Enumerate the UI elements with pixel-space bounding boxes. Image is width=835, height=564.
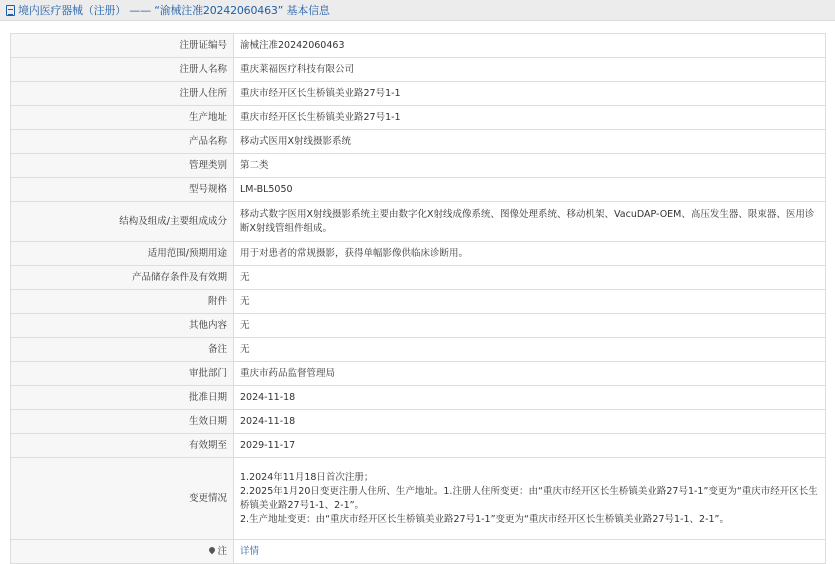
row-label: 结构及组成/主要组成成分 bbox=[11, 202, 234, 242]
row-label: 产品储存条件及有效期 bbox=[11, 266, 234, 290]
change-entry: 1.2024年11月18日首次注册； bbox=[240, 471, 374, 483]
row-production-address bbox=[11, 106, 826, 130]
row-product-name bbox=[11, 130, 826, 154]
row-label: 注册人名称 bbox=[11, 58, 234, 82]
change-entry: 2.2025年1月20日变更注册人住所、生产地址。1.注册人住所变更：由“重庆市经开区长生桥镇美业路27号1-1”变更为“重庆市经开区长生桥镇美业路27号1-1、2-1”。 bbox=[240, 485, 818, 511]
row-value: 无 bbox=[234, 290, 826, 314]
row-label: 管理类别 bbox=[11, 154, 234, 178]
row-label: 型号规格 bbox=[11, 178, 234, 202]
row-valid-until bbox=[11, 434, 826, 458]
row-value: 重庆市经开区长生桥镇美业路27号1-1 bbox=[234, 82, 826, 106]
row-label: 注册证编号 bbox=[11, 34, 234, 58]
row-label bbox=[11, 540, 234, 564]
device-info-table bbox=[10, 33, 826, 564]
row-label: 变更情况 bbox=[11, 458, 234, 540]
row-label: 注册人住所 bbox=[11, 82, 234, 106]
page-header bbox=[0, 0, 835, 21]
row-value: 第二类 bbox=[234, 154, 826, 178]
row-intended-use bbox=[11, 242, 826, 266]
row-value bbox=[234, 540, 826, 564]
row-label: 有效期至 bbox=[11, 434, 234, 458]
row-registrant-address bbox=[11, 82, 826, 106]
row-structure-composition bbox=[11, 202, 826, 242]
details-link[interactable]: 详情 bbox=[240, 545, 260, 557]
row-value: 无 bbox=[234, 314, 826, 338]
row-management-class bbox=[11, 154, 826, 178]
row-value: 2029-11-17 bbox=[234, 434, 826, 458]
row-value: 重庆市经开区长生桥镇美业路27号1-1 bbox=[234, 106, 826, 130]
row-value: 无 bbox=[234, 338, 826, 362]
row-label: 适用范围/预期用途 bbox=[11, 242, 234, 266]
page-title: 境内医疗器械（注册） —— “渝械注准20242060463” 基本信息 bbox=[18, 4, 330, 17]
row-registration-number bbox=[11, 34, 826, 58]
change-entry: 2.生产地址变更：由“重庆市经开区长生桥镇美业路27号1-1”变更为“重庆市经开区长生桥镇美业路27号1-1、2-1”。 bbox=[240, 513, 729, 525]
row-label: 生产地址 bbox=[11, 106, 234, 130]
row-value: 重庆市药品监督管理局 bbox=[234, 362, 826, 386]
row-value: 用于对患者的常规摄影，获得单幅影像供临床诊断用。 bbox=[234, 242, 826, 266]
row-note bbox=[11, 540, 826, 564]
row-other-content bbox=[11, 314, 826, 338]
note-label: 注 bbox=[217, 545, 227, 557]
change-history-list bbox=[234, 458, 826, 540]
row-label: 生效日期 bbox=[11, 410, 234, 434]
row-approval-date bbox=[11, 386, 826, 410]
row-remarks bbox=[11, 338, 826, 362]
row-value: 2024-11-18 bbox=[234, 386, 826, 410]
row-registrant-name bbox=[11, 58, 826, 82]
row-label: 其他内容 bbox=[11, 314, 234, 338]
row-value: LM-BL5050 bbox=[234, 178, 826, 202]
row-value: 渝械注准20242060463 bbox=[234, 34, 826, 58]
row-label: 附件 bbox=[11, 290, 234, 314]
row-effective-date bbox=[11, 410, 826, 434]
row-approval-department bbox=[11, 362, 826, 386]
row-label: 备注 bbox=[11, 338, 234, 362]
row-model-spec bbox=[11, 178, 826, 202]
row-value: 移动式医用X射线摄影系统 bbox=[234, 130, 826, 154]
row-label: 产品名称 bbox=[11, 130, 234, 154]
pin-icon bbox=[208, 545, 216, 553]
row-label: 批准日期 bbox=[11, 386, 234, 410]
row-attachments bbox=[11, 290, 826, 314]
row-value: 2024-11-18 bbox=[234, 410, 826, 434]
document-icon bbox=[6, 5, 15, 16]
row-change-history bbox=[11, 458, 826, 540]
row-value: 移动式数字医用X射线摄影系统主要由数字化X射线成像系统、图像处理系统、移动机架、VacuDAP-OEM、高压发生器、限束器、医用诊断X射线管组件组成。 bbox=[234, 202, 826, 242]
row-storage-conditions bbox=[11, 266, 826, 290]
row-value: 重庆莱福医疗科技有限公司 bbox=[234, 58, 826, 82]
row-label: 审批部门 bbox=[11, 362, 234, 386]
row-value: 无 bbox=[234, 266, 826, 290]
